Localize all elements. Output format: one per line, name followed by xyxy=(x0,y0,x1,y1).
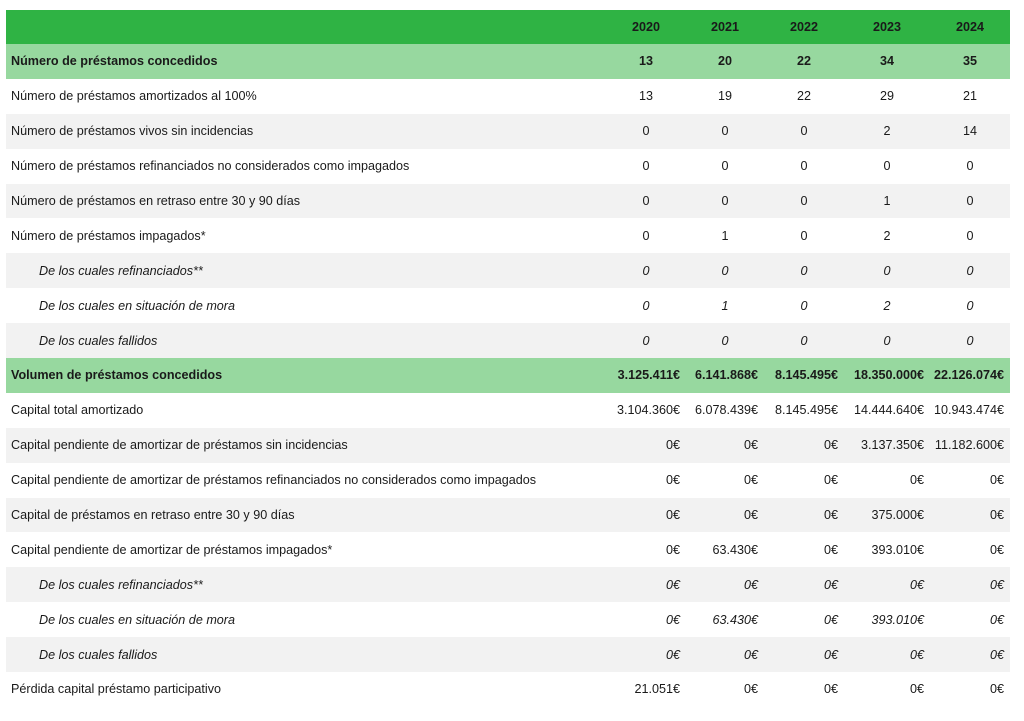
table-row xyxy=(6,532,1010,567)
value-2024: 0 xyxy=(966,194,974,208)
value-2024: 0€ xyxy=(989,682,1004,697)
row-label: Capital total amortizado xyxy=(11,403,144,418)
value-2023: 3.137.350€ xyxy=(860,438,924,453)
value-2020: 3.125.411€ xyxy=(617,368,680,383)
value-2023: 2 xyxy=(883,298,891,313)
section-row-loans-granted xyxy=(6,44,1010,79)
value-2022: 0€ xyxy=(823,577,838,592)
value-2021: 1 xyxy=(721,298,729,313)
value-2022: 0 xyxy=(800,333,808,348)
table-row xyxy=(6,463,1010,498)
year-header-2020: 2020 xyxy=(631,20,661,34)
value-2020: 0€ xyxy=(665,577,680,592)
value-2023: 0€ xyxy=(909,473,924,488)
section-row-loan-volume xyxy=(6,358,1010,393)
value-2020: 0 xyxy=(642,263,650,278)
value-2024: 0€ xyxy=(989,508,1004,523)
value-2023: 29 xyxy=(879,89,894,104)
value-2022: 8.145.495€ xyxy=(774,403,838,418)
value-2020: 0€ xyxy=(665,647,680,662)
value-2022: 0 xyxy=(800,159,808,174)
value-2023: 2 xyxy=(883,124,891,139)
year-header-2021: 2021 xyxy=(710,20,740,34)
value-2024: 21 xyxy=(962,89,977,104)
row-label: Capital de préstamos en retraso entre 30 y 90 días xyxy=(11,508,295,523)
table-row xyxy=(6,79,1010,114)
value-2021: 0 xyxy=(721,159,729,174)
value-2024: 0€ xyxy=(989,577,1004,592)
value-2023: 375.000€ xyxy=(871,508,924,523)
table-row-sub xyxy=(6,253,1010,288)
value-2024: 0 xyxy=(966,263,974,278)
row-label: Número de préstamos concedidos xyxy=(11,54,218,69)
value-2023: 393.010€ xyxy=(871,612,924,627)
value-2024: 0 xyxy=(966,333,974,348)
row-label: De los cuales refinanciados** xyxy=(39,577,203,592)
value-2020: 13 xyxy=(638,54,653,69)
value-2020: 13 xyxy=(638,89,653,104)
value-2023: 0 xyxy=(883,333,891,348)
value-2023: 14.444.640€ xyxy=(853,403,924,418)
value-2021: 0€ xyxy=(743,508,758,523)
value-2022: 0€ xyxy=(823,612,838,627)
value-2020: 0 xyxy=(642,124,650,139)
value-2021: 6.141.868€ xyxy=(694,368,758,383)
row-label: Volumen de préstamos concedidos xyxy=(11,368,223,383)
value-2022: 22 xyxy=(796,54,811,69)
value-2020: 0€ xyxy=(665,438,680,453)
value-2021: 0€ xyxy=(743,473,758,488)
value-2023: 2 xyxy=(883,228,891,243)
value-2020: 0€ xyxy=(665,542,680,557)
table-row-sub xyxy=(6,602,1010,637)
row-label: Número de préstamos amortizados al 100% xyxy=(11,89,257,104)
table-row-sub xyxy=(6,323,1010,358)
row-label: De los cuales fallidos xyxy=(39,647,158,662)
table-row xyxy=(6,672,1010,707)
value-2023: 0 xyxy=(883,263,891,278)
value-2021: 6.078.439€ xyxy=(694,403,758,418)
row-label: Pérdida capital préstamo participativo xyxy=(11,682,222,697)
row-label: De los cuales en situación de mora xyxy=(39,612,236,627)
value-2021: 63.430€ xyxy=(712,542,758,557)
value-2020: 0€ xyxy=(665,508,680,523)
value-2024: 35 xyxy=(962,54,977,69)
value-2021: 0€ xyxy=(743,438,758,453)
year-header-2024: 2024 xyxy=(955,20,985,34)
value-2023: 18.350.000€ xyxy=(853,368,924,383)
value-2021: 19 xyxy=(717,89,732,104)
value-2024: 0€ xyxy=(989,542,1004,557)
year-header-2022: 2022 xyxy=(789,20,819,34)
value-2020: 0 xyxy=(642,298,650,313)
value-2022: 0 xyxy=(800,124,808,139)
value-2021: 1 xyxy=(721,228,729,243)
value-2023: 0€ xyxy=(909,682,924,697)
table-row-sub xyxy=(6,637,1010,672)
value-2021: 0 xyxy=(721,333,729,348)
year-header-2023: 2023 xyxy=(872,20,902,34)
value-2020: 0€ xyxy=(665,612,680,627)
value-2020: 21.051€ xyxy=(634,682,680,697)
table-row xyxy=(6,114,1010,149)
value-2021: 0€ xyxy=(743,682,758,697)
table-row xyxy=(6,218,1010,253)
table-row xyxy=(6,498,1010,533)
value-2021: 0€ xyxy=(743,647,758,662)
table-row xyxy=(6,184,1010,219)
value-2021: 0 xyxy=(721,124,729,139)
value-2024: 14 xyxy=(962,124,977,139)
value-2024: 11.182.600€ xyxy=(934,438,1004,453)
value-2021: 0 xyxy=(721,194,729,208)
value-2022: 0 xyxy=(800,228,808,243)
row-label: Capital pendiente de amortizar de préstamos sin incidencias xyxy=(11,438,348,453)
value-2020: 0 xyxy=(642,228,650,243)
header-label-cell xyxy=(6,10,606,44)
row-label: De los cuales refinanciados** xyxy=(39,263,203,278)
table-row xyxy=(6,149,1010,184)
value-2020: 0€ xyxy=(665,473,680,488)
value-2020: 0 xyxy=(642,159,650,174)
value-2024: 0 xyxy=(966,159,974,174)
table-row-sub xyxy=(6,288,1010,323)
value-2022: 8.145.495€ xyxy=(774,368,838,383)
row-label: Número de préstamos impagados* xyxy=(11,228,206,243)
value-2023: 393.010€ xyxy=(871,542,924,557)
table-row xyxy=(6,428,1010,463)
value-2024: 0 xyxy=(966,298,974,313)
value-2020: 3.104.360€ xyxy=(616,403,680,418)
value-2022: 0€ xyxy=(823,508,838,523)
value-2020: 0 xyxy=(642,333,650,348)
row-label: De los cuales en situación de mora xyxy=(39,298,236,313)
value-2023: 0€ xyxy=(909,577,924,592)
value-2022: 0 xyxy=(800,194,808,208)
value-2024: 0€ xyxy=(989,647,1004,662)
value-2024: 0€ xyxy=(989,473,1004,488)
value-2023: 0 xyxy=(883,159,891,174)
value-2024: 10.943.474€ xyxy=(933,403,1004,418)
row-label: Número de préstamos vivos sin incidencias xyxy=(11,124,254,139)
value-2022: 0€ xyxy=(823,542,838,557)
row-label: Número de préstamos refinanciados no considerados como impagados xyxy=(11,159,410,174)
value-2023: 0€ xyxy=(909,647,924,662)
table-row-sub xyxy=(6,567,1010,602)
row-label: Número de préstamos en retraso entre 30 y 90 días xyxy=(11,194,301,208)
row-label: De los cuales fallidos xyxy=(39,333,158,348)
value-2022: 0€ xyxy=(823,438,838,453)
row-label: Capital pendiente de amortizar de préstamos impagados* xyxy=(11,542,333,557)
row-label: Capital pendiente de amortizar de préstamos refinanciados no considerados como impagados xyxy=(11,473,537,488)
value-2023: 1 xyxy=(883,194,891,208)
value-2021: 0 xyxy=(721,263,729,278)
table-row xyxy=(6,393,1010,428)
value-2023: 34 xyxy=(879,54,894,69)
value-2022: 0 xyxy=(800,298,808,313)
value-2022: 22 xyxy=(796,89,811,104)
value-2021: 63.430€ xyxy=(712,612,758,627)
loan-stats-table xyxy=(6,10,1010,707)
value-2022: 0 xyxy=(800,263,808,278)
value-2021: 0€ xyxy=(743,577,758,592)
loan-stats-table-wrapper xyxy=(6,10,1010,707)
value-2022: 0€ xyxy=(823,647,838,662)
value-2022: 0€ xyxy=(823,473,838,488)
value-2024: 0€ xyxy=(989,612,1004,627)
value-2024: 0 xyxy=(966,228,974,243)
value-2024: 22.126.074€ xyxy=(933,368,1004,383)
value-2020: 0 xyxy=(642,194,650,208)
value-2022: 0€ xyxy=(823,682,838,697)
value-2021: 20 xyxy=(717,54,732,69)
header-row xyxy=(6,10,1010,44)
